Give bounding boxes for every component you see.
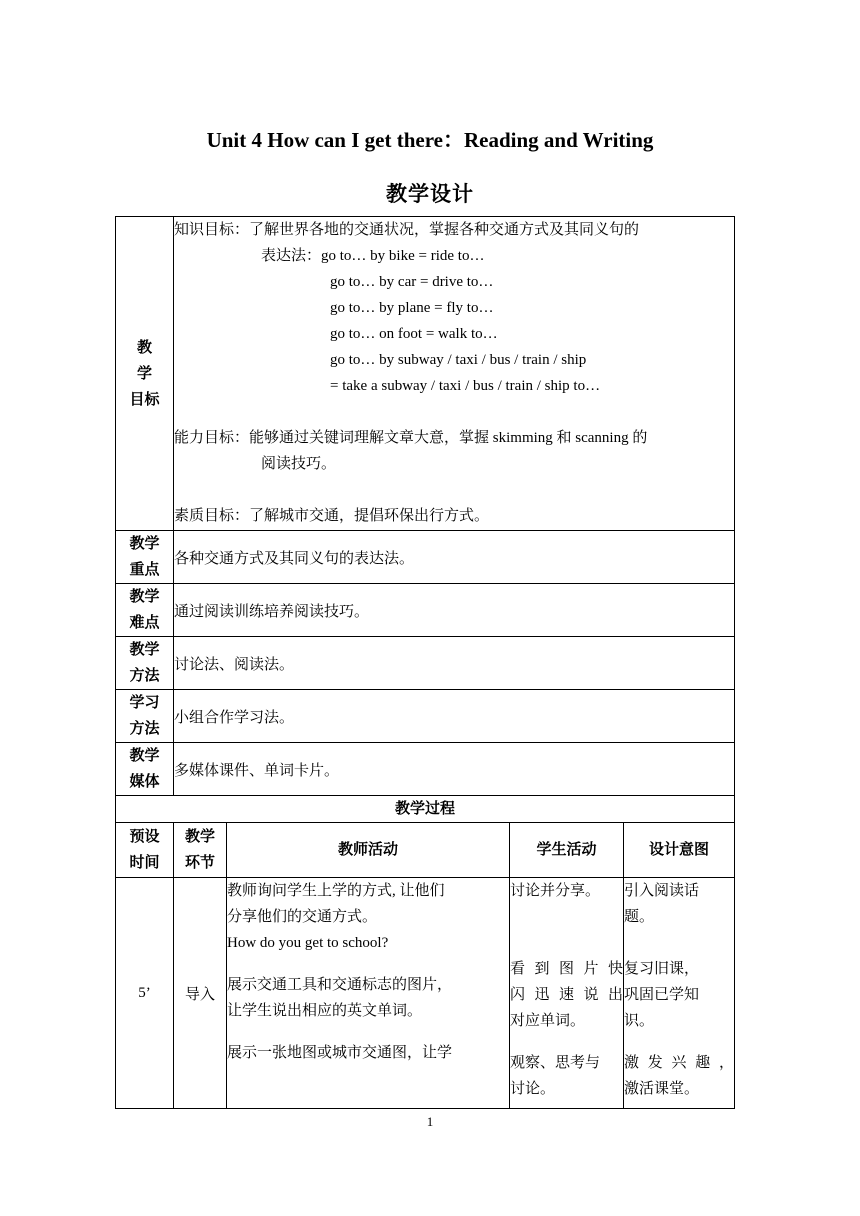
process-header-row: 预设 时间 教学 环节 教师活动 学生活动 设计意图 bbox=[116, 823, 735, 878]
media-row: 教学 媒体 多媒体课件、单词卡片。 bbox=[116, 743, 735, 796]
ability-objective: 能力目标：能够通过关键词理解文章大意，掌握 skimming 和 scanning 的 bbox=[174, 430, 648, 446]
objectives-row bbox=[116, 217, 735, 531]
teacher-activity-header: 教师活动 bbox=[227, 823, 510, 878]
student-activity-cell: 讨论并分享。 看到图片快 闪迅速说出 对应单词。 观察、思考与 讨论。 bbox=[510, 878, 624, 1109]
design-intent-cell: 引入阅读话 题。 复习旧课， 巩固已学知 识。 激发兴趣， 激活课堂。 bbox=[624, 878, 735, 1109]
process-heading: 教学过程 bbox=[116, 796, 735, 823]
phrase-line: go to… on foot = walk to… bbox=[330, 326, 498, 342]
objectives-content: 知识目标：了解世界各地的交通状况，掌握各种交通方式及其同义句的 表达法：go to… by bike = ride to… go to… by car = drive to… go to… by plane = fly to… go to… on foot = walk to… go to… by subway / taxi / bus / train / ship = take a subway / taxi / bus / train / ship to… 能力目标：能够通过关键词理解文章大意，掌握 skimming 和 scanning 的 阅读技巧。 素质目标：了解城市交通，提倡环保出行方式。 bbox=[174, 217, 735, 531]
difficulties-row: 教学 难点 通过阅读训练培养阅读技巧。 bbox=[116, 584, 735, 637]
phrase-line: = take a subway / taxi / bus / train / ship to… bbox=[330, 378, 601, 394]
teaching-method-row: 教学 方法 讨论法、阅读法。 bbox=[116, 637, 735, 690]
stage-cell: 导入 bbox=[174, 878, 227, 1109]
row-text: 各种交通方式及其同义句的表达法。 bbox=[174, 531, 735, 584]
row-text: 多媒体课件、单词卡片。 bbox=[174, 743, 735, 796]
time-cell: 5’ bbox=[116, 878, 174, 1109]
row-text: 通过阅读训练培养阅读技巧。 bbox=[174, 584, 735, 637]
learning-method-row: 学习 方法 小组合作学习法。 bbox=[116, 690, 735, 743]
objectives-label: 教 学 目标 bbox=[116, 217, 174, 531]
design-intent-header: 设计意图 bbox=[624, 823, 735, 878]
row-text: 小组合作学习法。 bbox=[174, 690, 735, 743]
process-heading-row bbox=[116, 796, 735, 823]
page-subtitle: 教学设计 bbox=[386, 182, 474, 206]
lesson-plan-table bbox=[115, 216, 735, 1109]
teacher-activity-cell: 教师询问学生上学的方式, 让他们 分享他们的交通方式。 How do you get to school? 展示交通工具和交通标志的图片， 让学生说出相应的英文单词。 展示一张地图或城市交通图，让学 bbox=[227, 878, 510, 1109]
knowledge-objective: 知识目标：了解世界各地的交通状况，掌握各种交通方式及其同义句的 bbox=[174, 222, 640, 238]
student-activity-header: 学生活动 bbox=[510, 823, 624, 878]
phrase-line: go to… by car = drive to… bbox=[330, 274, 494, 290]
phrase-line: go to… by plane = fly to… bbox=[330, 300, 494, 316]
phrase-line: go to… by subway / taxi / bus / train / ship bbox=[330, 352, 587, 368]
page-title: Unit 4 How can I get there：Reading and Writing bbox=[206, 128, 654, 152]
row-text: 讨论法、阅读法。 bbox=[174, 637, 735, 690]
process-row-intro bbox=[116, 878, 735, 1109]
quality-objective: 素质目标：了解城市交通，提倡环保出行方式。 bbox=[174, 508, 490, 524]
page-number: 1 bbox=[426, 1114, 434, 1129]
key-points-row: 教学 重点 各种交通方式及其同义句的表达法。 bbox=[116, 531, 735, 584]
